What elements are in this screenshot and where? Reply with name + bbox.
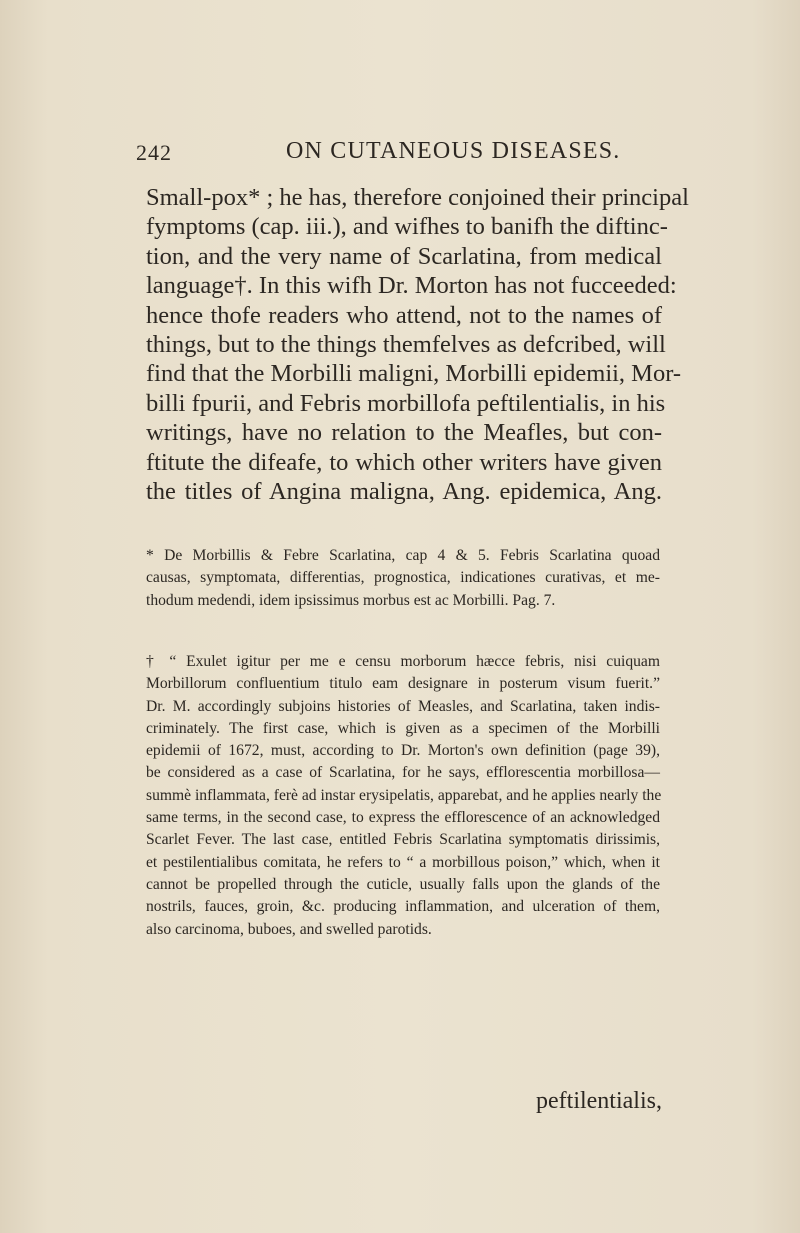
footnote-line: same terms, in the second case, to express the efflorescence of an acknowledged [146,809,660,827]
footnote-line: et pestilentialibus comitata, he refers to “ a morbillous poison,” which, when it [146,853,660,871]
text-line: things, but to the things themfelves as defcribed, will [146,330,666,358]
text-line: hence thofe readers who attend, not to the names of [146,301,662,329]
text-line: the titles of Angina maligna, Ang. epidemica, Ang. [146,477,662,505]
footnote-line: † “ Exulet igitur per me e censu morborum hæcce febris, nisi cuiquam [146,653,660,670]
text-line: find that the Morbilli maligni, Morbilli epidemii, Mor- [146,360,682,388]
catchword: peftilentialis, [536,1088,662,1114]
text-line: ftitute the difeafe, to which other writers have given [146,448,662,476]
page-header [0,138,800,172]
footnote-line: Scarlet Fever. The last case, entitled Febris Scarlatina symptomatis dirissimis, [146,831,660,849]
footnote-line: nostrils, fauces, groin, &c. producing inflammation, and ulceration of them, [146,898,660,916]
footnote-line: thodum medendi, idem ipsissimus morbus est ac Morbilli. Pag. 7. [146,591,556,609]
footnote-line: summè inflammata, ferè ad instar erysipelatis, apparebat, and he applies nearly the [146,786,662,804]
footnote-line: also carcinoma, buboes, and swelled parotids. [146,920,432,938]
text-line: fymptoms (cap. iii.), and wifhes to banifh the diftinc- [146,213,668,241]
text-line: tion, and the very name of Scarlatina, from medical [146,242,662,270]
text-line: Small-pox* ; he has, therefore conjoined their principal [146,184,689,211]
text-line: language†. In this wifh Dr. Morton has not fucceeded: [146,272,677,300]
text-line: billi fpurii, and Febris morbillofa peftilentialis, in his [146,389,666,417]
footnote-line: * De Morbillis & Febre Scarlatina, cap 4 & 5. Febris Scarlatina quoad [146,547,660,564]
footnote-line: criminately. The first case, which is given as a specimen of the Morbilli [146,719,660,737]
footnote-line: Dr. M. accordingly subjoins histories of Measles, and Scarlatina, taken indis- [146,697,660,715]
footnote-line: be considered as a case of Scarlatina, for he says, efflorescentia morbillosa— [146,764,660,782]
footnote-line: Morbillorum confluentium titulo eam designare in posterum visum fuerit.” [146,675,660,693]
text-line: writings, have no relation to the Meafles, but con- [146,419,662,447]
main-text [146,183,689,506]
footnote-dagger [146,651,660,941]
footnote-line: cannot be propelled through the cuticle, usually falls upon the glands of the [146,875,660,893]
running-head: ON CUTANEOUS DISEASES. [286,138,621,164]
page-number: 242 [136,140,172,165]
footnote-line: causas, symptomata, differentias, prognostica, indicationes curativas, et me- [146,569,660,587]
footnote-line: epidemii of 1672, must, according to Dr. Morton's own definition (page 39), [146,742,660,760]
footnote-asterisk [146,545,660,612]
